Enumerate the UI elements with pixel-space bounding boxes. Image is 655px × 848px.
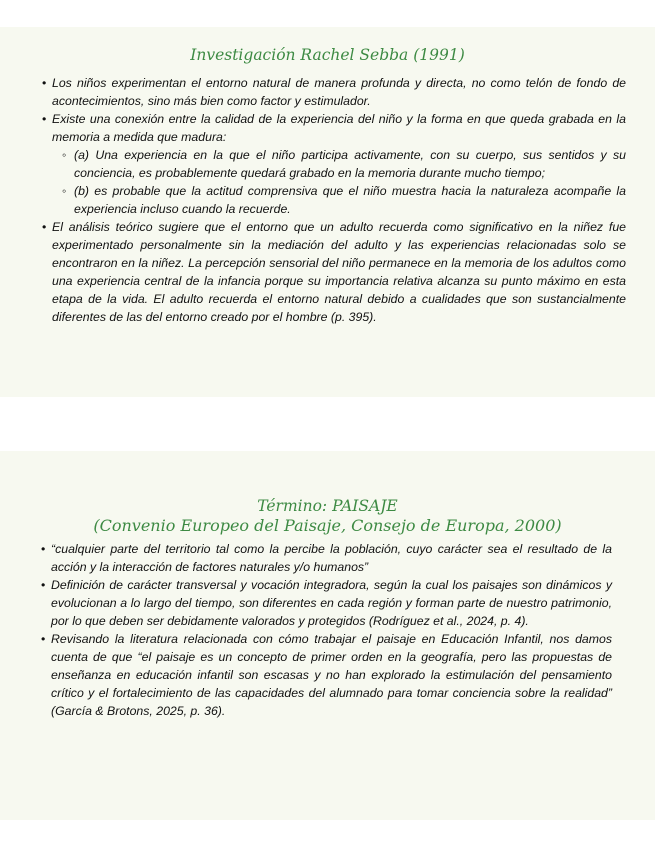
bullet-text: Definición de carácter transversal y vocación integradora, según la cual los paisajes son dinámicos y evolucionan a lo largo del tiempo, son diferentes en cada región y forman parte de nuestro patrimonio, por lo que deben ser debidamente valorados y protegidos (Rodríguez et al., 2024, p. 4). — [51, 578, 612, 628]
section-title — [0, 451, 655, 535]
list-item — [41, 630, 612, 720]
sub-list-item — [62, 146, 626, 182]
bullet-text: “cualquier parte del territorio tal como la percibe la población, cuyo carácter sea el resultado de la acción y la interacción de factores naturales y/o humanos” — [51, 542, 612, 574]
section-rachel-sebba — [0, 27, 655, 397]
sub-bullet-text: (b) es probable que la actitud comprensiva que el niño muestra hacia la naturaleza acompañe la experiencia incluso cuando la recuerde. — [74, 184, 626, 216]
sub-bullet-text: (a) Una experiencia en la que el niño participa activamente, con su cuerpo, sus sentidos y su conciencia, es probablemente quedará grabado en la memoria durante mucho tiempo; — [74, 148, 626, 180]
list-item — [42, 110, 626, 218]
list-item — [41, 540, 612, 576]
list-item — [41, 576, 612, 630]
title-line-1: Término: PAISAJE — [257, 497, 398, 515]
bullet-text: El análisis teórico sugiere que el entorno que un adulto recuerda como significativo en la niñez fue experimentado personalmente sin la mediación del adulto y las experiencias relacionadas solo se encontraron en la niñez. La percepción sensorial del niño permanece en la memoria de los adultos como una experiencia central de la infancia porque su importancia relativa alcanza su punto máximo en esta etapa de la vida. El adulto recuerda el entorno natural debido a cualidades que son sustancialmente diferentes de las del entorno creado por el hombre (p. 395). — [52, 220, 626, 324]
bullet-text: Existe una conexión entre la calidad de la experiencia del niño y la forma en que queda grabada en la memoria a medida que madura: — [52, 112, 626, 144]
section-title: Investigación Rachel Sebba (1991) — [190, 46, 465, 64]
section-paisaje — [0, 451, 655, 820]
bullet-text: Los niños experimentan el entorno natural de manera profunda y directa, no como telón de fondo de acontecimientos, sino más bien como factor y estimulador. — [52, 76, 626, 108]
bullet-text: Revisando la literatura relacionada con cómo trabajar el paisaje en Educación Infantil, nos damos cuenta de que “el paisaje es un concepto de primer orden en la geografía, pero las propuestas de enseñanza en educación infantil son escasas y no han explorado la estimulación del pensamiento crítico y el fortalecimiento de las capacidades del alumnado para tomar conciencia sobre la realidad” (García & Brotons, 2025, p. 36). — [51, 632, 612, 718]
bullet-list — [41, 540, 612, 720]
sub-bullet-list — [62, 146, 626, 218]
list-item — [42, 74, 626, 110]
bullet-list — [42, 74, 626, 326]
list-item — [42, 218, 626, 326]
title-line-2: (Convenio Europeo del Paisaje, Consejo de Europa, 2000) — [93, 516, 562, 535]
sub-list-item — [62, 182, 626, 218]
